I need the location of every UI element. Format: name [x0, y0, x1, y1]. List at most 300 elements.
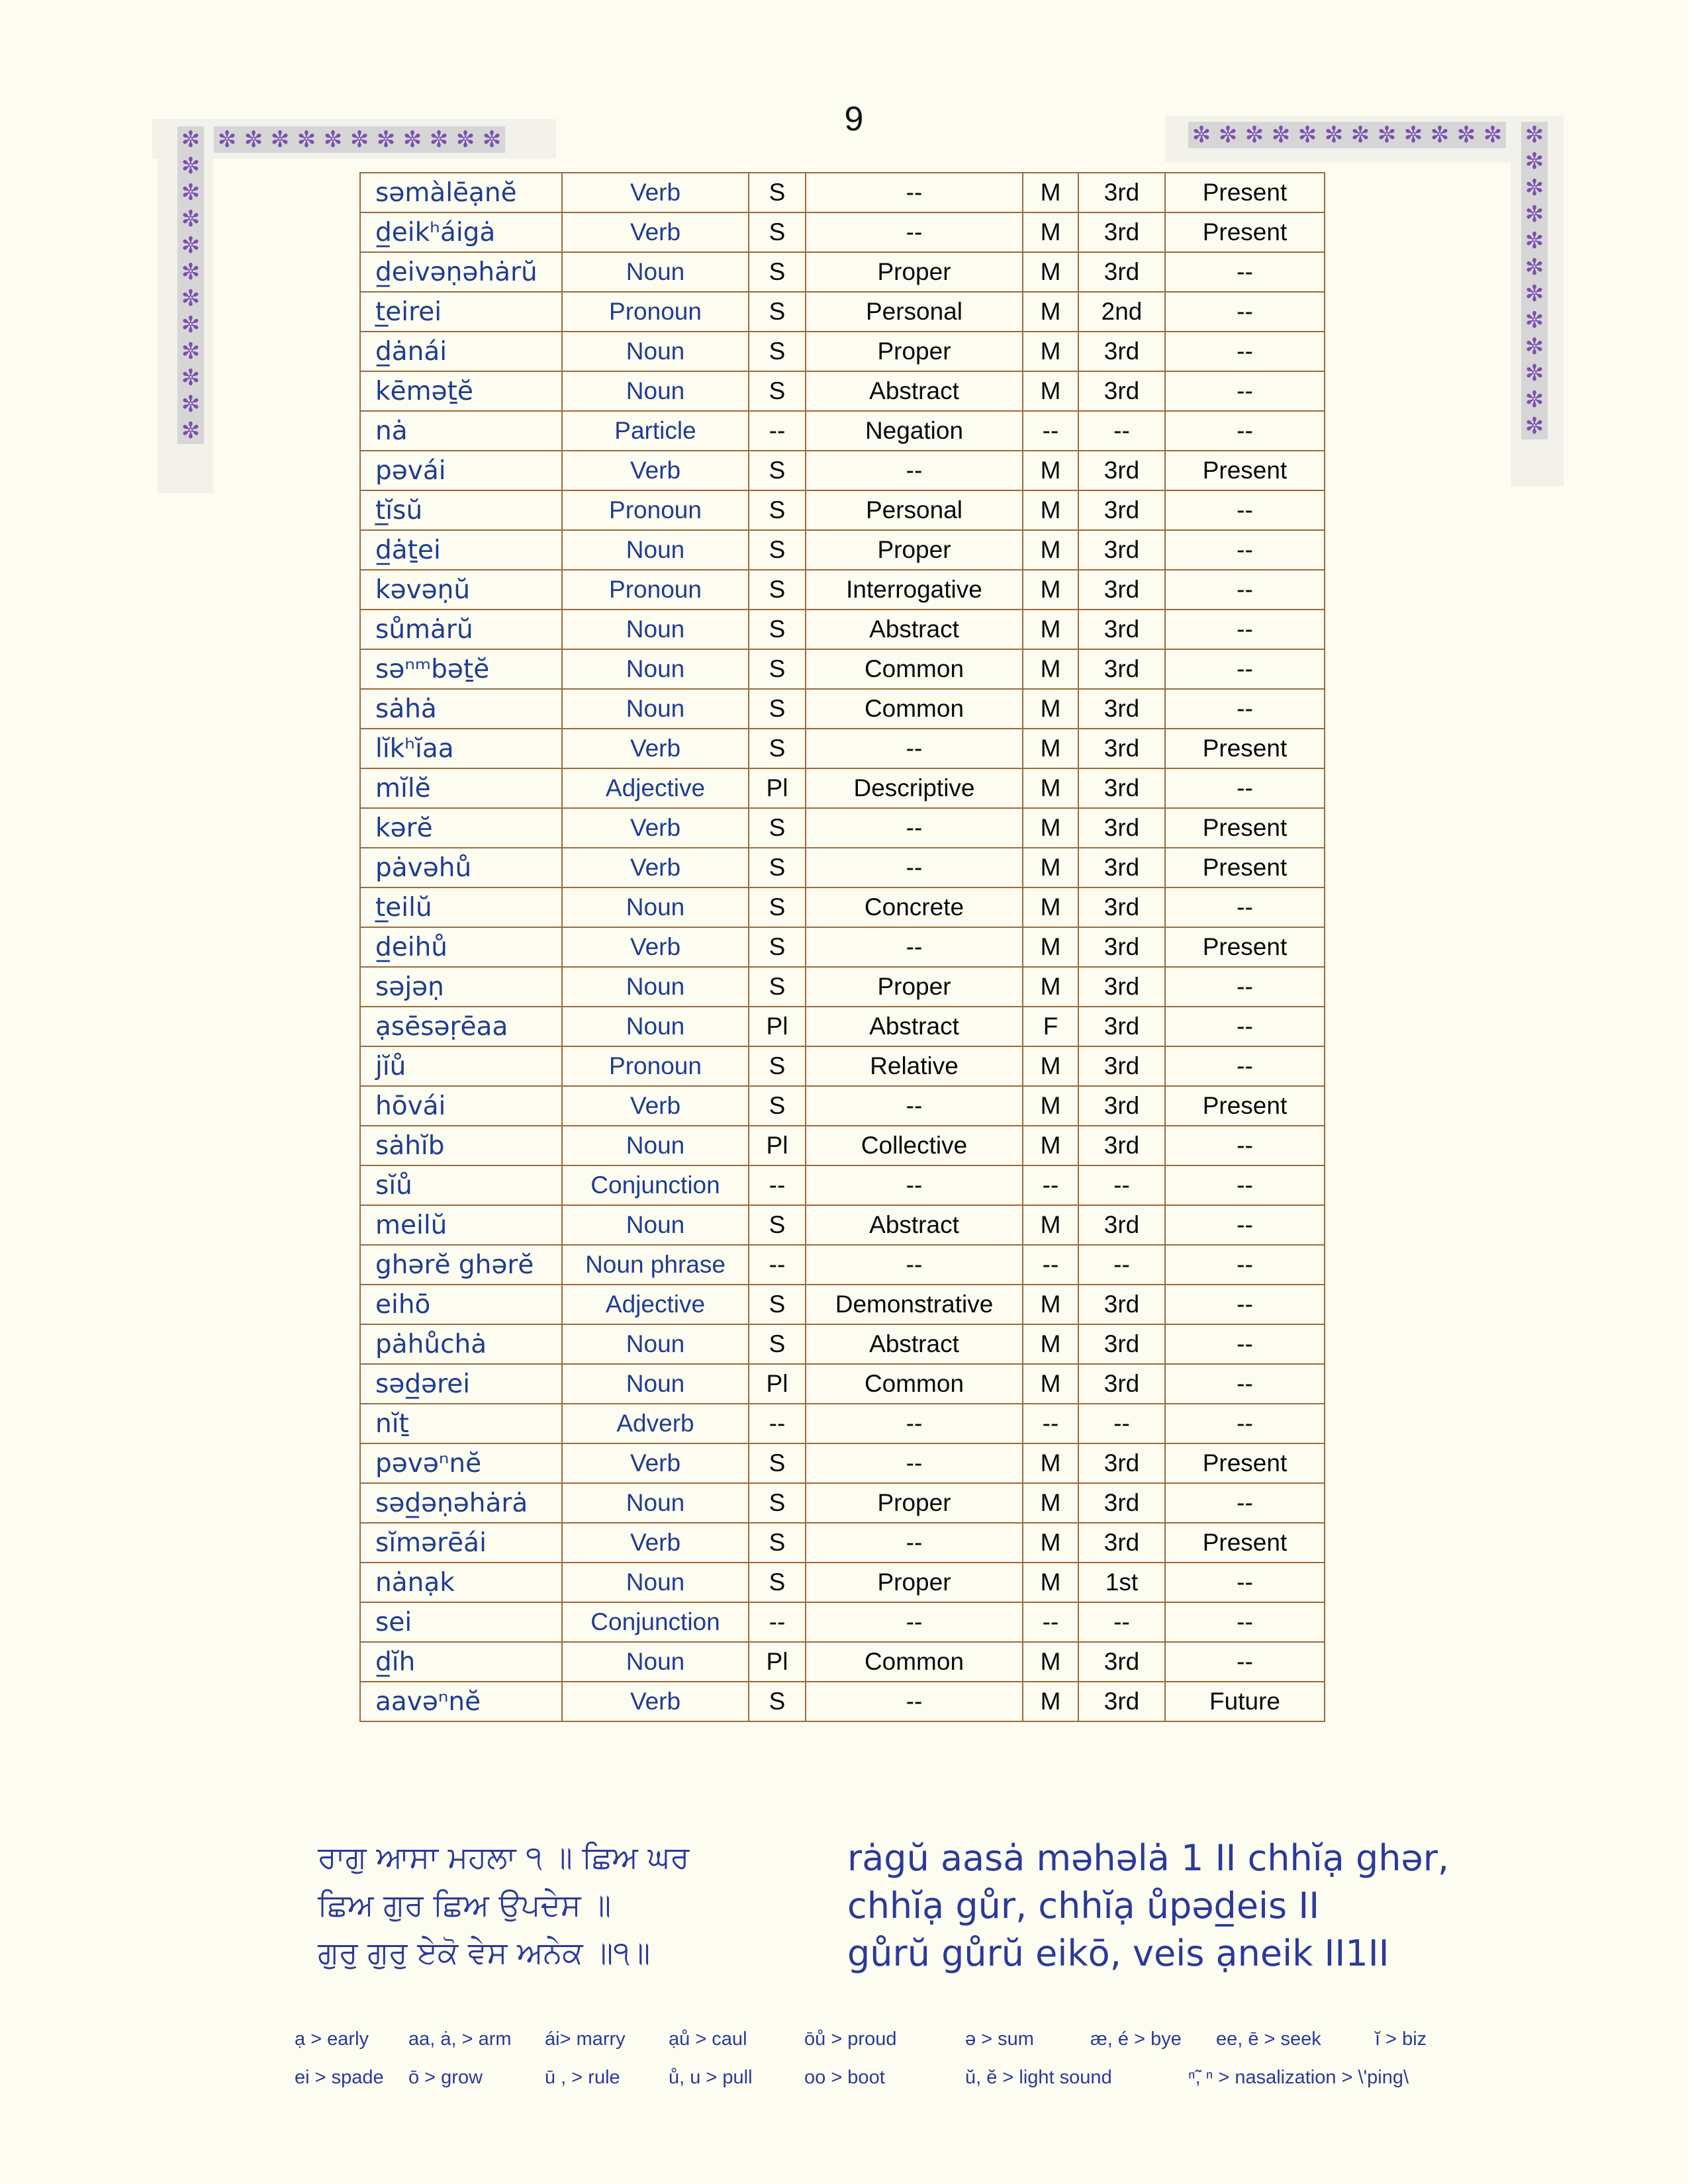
table-row [360, 212, 1325, 252]
table-row [360, 1364, 1325, 1404]
flower-ornament-icon: ✼ [482, 126, 502, 153]
word-cell: t̲eirei [360, 292, 562, 332]
gender-cell: M [1023, 212, 1078, 252]
word-cell: d̲ȧnái [360, 332, 562, 371]
part-of-speech-cell: Noun phrase [562, 1245, 749, 1285]
gurmukhi-line: ਗੁਰੁ ਗੁਰੁ ਏਕੋ ਵੇਸ ਅਨੇਕ ॥੧॥ [318, 1934, 651, 1970]
transliteration-line: chhĭạ gůr, chhĭạ ůpəd̲eis II [847, 1885, 1320, 1927]
flower-ornament-icon: ✼ [181, 285, 201, 312]
gender-cell: M [1023, 332, 1078, 371]
part-of-speech-cell: Verb [562, 1443, 749, 1483]
table-row [360, 371, 1325, 411]
table-row [360, 649, 1325, 689]
table-row [360, 967, 1325, 1007]
table-row [360, 1523, 1325, 1563]
tense-cell: Present [1165, 173, 1325, 212]
number-cell: S [749, 1285, 806, 1324]
key-item: ŭ, ĕ > light sound [965, 2067, 1112, 2088]
word-cell: eihō [360, 1285, 562, 1324]
word-cell: səd̲ərei [360, 1364, 562, 1404]
type-cell: Abstract [806, 1205, 1023, 1245]
gender-cell: -- [1023, 411, 1078, 451]
flower-ornament-icon: ✼ [1430, 122, 1450, 148]
key-item: ō > grow [408, 2067, 483, 2088]
type-cell: -- [806, 808, 1023, 848]
gender-cell: M [1023, 1682, 1078, 1721]
word-cell: d̲ȧṯei [360, 530, 562, 570]
word-cell: pəvəⁿnĕ [360, 1443, 562, 1483]
tense-cell: Present [1165, 1086, 1325, 1126]
key-item: ū , > rule [545, 2067, 620, 2088]
flower-ornament-icon: ✼ [181, 391, 201, 418]
person-cell: 3rd [1078, 1523, 1165, 1563]
number-cell: S [749, 1483, 806, 1523]
person-cell: 3rd [1078, 887, 1165, 927]
part-of-speech-cell: Noun [562, 332, 749, 371]
gender-cell: M [1023, 1642, 1078, 1682]
person-cell: 3rd [1078, 1086, 1165, 1126]
flower-ornament-icon: ✼ [350, 126, 369, 153]
table-row [360, 1205, 1325, 1245]
person-cell: 3rd [1078, 1443, 1165, 1483]
key-item: aa, ȧ, > arm [408, 2028, 512, 2050]
number-cell: S [749, 649, 806, 689]
tense-cell: -- [1165, 332, 1325, 371]
type-cell: -- [806, 927, 1023, 967]
tense-cell: Present [1165, 1443, 1325, 1483]
table-row [360, 1404, 1325, 1443]
gender-cell: M [1023, 570, 1078, 610]
gender-cell: M [1023, 1086, 1078, 1126]
person-cell: 3rd [1078, 490, 1165, 530]
type-cell: Concrete [806, 887, 1023, 927]
gender-cell: M [1023, 1483, 1078, 1523]
table-row [360, 689, 1325, 729]
tense-cell: -- [1165, 1642, 1325, 1682]
word-cell: t̲eilŭ [360, 887, 562, 927]
flower-ornament-icon: ✼ [1524, 307, 1544, 334]
person-cell: 3rd [1078, 1007, 1165, 1046]
word-cell: lĭkʰĭaa [360, 729, 562, 768]
part-of-speech-cell: Noun [562, 530, 749, 570]
flower-ornament-icon: ✼ [376, 126, 396, 153]
tense-cell: -- [1165, 610, 1325, 649]
part-of-speech-cell: Particle [562, 411, 749, 451]
type-cell: -- [806, 212, 1023, 252]
person-cell: 3rd [1078, 1324, 1165, 1364]
person-cell: 3rd [1078, 768, 1165, 808]
number-cell: S [749, 887, 806, 927]
number-cell: S [749, 1682, 806, 1721]
tense-cell: -- [1165, 887, 1325, 927]
pronunciation-key-row [295, 2028, 1486, 2067]
ornament-strip-right [1521, 122, 1548, 439]
key-item: ĭ > biz [1375, 2028, 1427, 2050]
person-cell: -- [1078, 1404, 1165, 1443]
part-of-speech-cell: Pronoun [562, 1046, 749, 1086]
flower-ornament-icon: ✼ [270, 126, 290, 153]
person-cell: 3rd [1078, 610, 1165, 649]
type-cell: Common [806, 1642, 1023, 1682]
part-of-speech-cell: Verb [562, 808, 749, 848]
pronunciation-key-row [295, 2067, 1486, 2105]
number-cell: -- [749, 1165, 806, 1205]
gender-cell: -- [1023, 1602, 1078, 1642]
flower-ornament-icon: ✼ [1377, 122, 1397, 148]
flower-ornament-icon: ✼ [1324, 122, 1344, 148]
word-cell: pəvái [360, 451, 562, 490]
tense-cell: -- [1165, 1364, 1325, 1404]
number-cell: -- [749, 1404, 806, 1443]
word-cell: sůmȧrŭ [360, 610, 562, 649]
word-cell: pȧvəhů [360, 848, 562, 887]
number-cell: S [749, 490, 806, 530]
word-cell: ạsēsəṛēaa [360, 1007, 562, 1046]
number-cell: S [749, 610, 806, 649]
table-row [360, 1245, 1325, 1285]
flower-ornament-icon: ✼ [1218, 122, 1238, 148]
word-cell: səjəṇ [360, 967, 562, 1007]
key-item: ⁿ̃, ⁿ > nasalization > \'ping\ [1188, 2067, 1409, 2088]
part-of-speech-cell: Noun [562, 1324, 749, 1364]
type-cell: -- [806, 1086, 1023, 1126]
tense-cell: -- [1165, 292, 1325, 332]
pronunciation-key [295, 2028, 1486, 2105]
gender-cell: -- [1023, 1165, 1078, 1205]
part-of-speech-cell: Verb [562, 451, 749, 490]
key-item: ạ > early [295, 2028, 369, 2050]
word-cell: t̲ĭsŭ [360, 490, 562, 530]
flower-ornament-icon: ✼ [1192, 122, 1211, 148]
part-of-speech-cell: Pronoun [562, 490, 749, 530]
number-cell: S [749, 530, 806, 570]
person-cell: 3rd [1078, 332, 1165, 371]
word-cell: aavəⁿnĕ [360, 1682, 562, 1721]
part-of-speech-cell: Noun [562, 1364, 749, 1404]
gender-cell: M [1023, 649, 1078, 689]
gender-cell: M [1023, 1563, 1078, 1602]
number-cell: Pl [749, 1007, 806, 1046]
part-of-speech-cell: Noun [562, 887, 749, 927]
type-cell: Abstract [806, 1007, 1023, 1046]
number-cell: S [749, 1563, 806, 1602]
gurmukhi-verse [318, 1833, 728, 1976]
part-of-speech-cell: Verb [562, 1682, 749, 1721]
flower-ornament-icon: ✼ [181, 153, 201, 179]
tense-cell: -- [1165, 1324, 1325, 1364]
flower-ornament-icon: ✼ [181, 179, 201, 206]
type-cell: -- [806, 451, 1023, 490]
number-cell: S [749, 808, 806, 848]
part-of-speech-cell: Verb [562, 1086, 749, 1126]
grammar-table [359, 172, 1325, 1722]
key-item: ee, ē > seek [1216, 2028, 1321, 2050]
tense-cell: Present [1165, 1523, 1325, 1563]
transliteration-line: rȧgŭ aasȧ məhəlȧ 1 II chhĭạ ghər, [847, 1837, 1450, 1879]
number-cell: S [749, 212, 806, 252]
tense-cell: -- [1165, 570, 1325, 610]
grammar-table-body [360, 173, 1325, 1721]
type-cell: Interrogative [806, 570, 1023, 610]
part-of-speech-cell: Verb [562, 848, 749, 887]
person-cell: -- [1078, 1165, 1165, 1205]
number-cell: Pl [749, 1126, 806, 1165]
key-item: æ, é > bye [1090, 2028, 1182, 2050]
part-of-speech-cell: Noun [562, 1126, 749, 1165]
table-row [360, 848, 1325, 887]
number-cell: Pl [749, 768, 806, 808]
table-row [360, 490, 1325, 530]
word-cell: d̲eihů [360, 927, 562, 967]
word-cell: nȧ [360, 411, 562, 451]
gender-cell: -- [1023, 1404, 1078, 1443]
person-cell: 3rd [1078, 371, 1165, 411]
gender-cell: -- [1023, 1245, 1078, 1285]
flower-ornament-icon: ✼ [1456, 122, 1476, 148]
part-of-speech-cell: Verb [562, 173, 749, 212]
type-cell: Personal [806, 292, 1023, 332]
flower-ornament-icon: ✼ [1524, 281, 1544, 307]
table-row [360, 1602, 1325, 1642]
part-of-speech-cell: Noun [562, 1642, 749, 1682]
tense-cell: -- [1165, 1126, 1325, 1165]
word-cell: meilŭ [360, 1205, 562, 1245]
table-row [360, 530, 1325, 570]
flower-ornament-icon: ✼ [429, 126, 449, 153]
table-row [360, 887, 1325, 927]
gender-cell: M [1023, 848, 1078, 887]
type-cell: Negation [806, 411, 1023, 451]
word-cell: sȧhȧ [360, 689, 562, 729]
number-cell: S [749, 1086, 806, 1126]
tense-cell: -- [1165, 1602, 1325, 1642]
person-cell: 3rd [1078, 570, 1165, 610]
gender-cell: M [1023, 530, 1078, 570]
number-cell: S [749, 1046, 806, 1086]
table-row [360, 1046, 1325, 1086]
key-item: ů, u > pull [669, 2067, 753, 2088]
part-of-speech-cell: Noun [562, 252, 749, 292]
table-row [360, 173, 1325, 212]
person-cell: 3rd [1078, 212, 1165, 252]
flower-ornament-icon: ✼ [181, 232, 201, 259]
gender-cell: M [1023, 1285, 1078, 1324]
tense-cell: -- [1165, 1007, 1325, 1046]
tense-cell: -- [1165, 1165, 1325, 1205]
gender-cell: M [1023, 292, 1078, 332]
person-cell: 3rd [1078, 1682, 1165, 1721]
gender-cell: M [1023, 689, 1078, 729]
person-cell: 3rd [1078, 848, 1165, 887]
number-cell: -- [749, 1245, 806, 1285]
word-cell: hōvái [360, 1086, 562, 1126]
page-number: 9 [844, 100, 864, 138]
flower-ornament-icon: ✼ [1524, 201, 1544, 228]
type-cell: -- [806, 848, 1023, 887]
type-cell: Common [806, 689, 1023, 729]
gender-cell: M [1023, 1523, 1078, 1563]
person-cell: 3rd [1078, 252, 1165, 292]
table-row [360, 451, 1325, 490]
word-cell: sĭů [360, 1165, 562, 1205]
tense-cell: Present [1165, 212, 1325, 252]
word-cell: jĭů [360, 1046, 562, 1086]
type-cell: Abstract [806, 1324, 1023, 1364]
part-of-speech-cell: Adjective [562, 768, 749, 808]
number-cell: -- [749, 411, 806, 451]
type-cell: Proper [806, 530, 1023, 570]
person-cell: 3rd [1078, 1285, 1165, 1324]
number-cell: S [749, 848, 806, 887]
tense-cell: -- [1165, 967, 1325, 1007]
number-cell: S [749, 1324, 806, 1364]
tense-cell: Present [1165, 848, 1325, 887]
person-cell: 3rd [1078, 649, 1165, 689]
table-row [360, 610, 1325, 649]
number-cell: S [749, 689, 806, 729]
type-cell: -- [806, 1443, 1023, 1483]
type-cell: Proper [806, 332, 1023, 371]
gender-cell: M [1023, 1443, 1078, 1483]
type-cell: -- [806, 1523, 1023, 1563]
person-cell: 2nd [1078, 292, 1165, 332]
tense-cell: -- [1165, 252, 1325, 292]
word-cell: sĭmərēái [360, 1523, 562, 1563]
table-row [360, 768, 1325, 808]
key-item: ōů > proud [804, 2028, 897, 2050]
type-cell: Abstract [806, 371, 1023, 411]
type-cell: -- [806, 729, 1023, 768]
person-cell: 3rd [1078, 967, 1165, 1007]
table-row [360, 729, 1325, 768]
table-row [360, 1285, 1325, 1324]
person-cell: 3rd [1078, 1642, 1165, 1682]
person-cell: 3rd [1078, 1126, 1165, 1165]
part-of-speech-cell: Verb [562, 212, 749, 252]
table-row [360, 1443, 1325, 1483]
flower-ornament-icon: ✼ [181, 312, 201, 338]
flower-ornament-icon: ✼ [1524, 334, 1544, 360]
flower-ornament-icon: ✼ [323, 126, 343, 153]
gender-cell: M [1023, 490, 1078, 530]
type-cell: Proper [806, 1563, 1023, 1602]
flower-ornament-icon: ✼ [1244, 122, 1264, 148]
tense-cell: -- [1165, 1046, 1325, 1086]
person-cell: 3rd [1078, 173, 1165, 212]
word-cell: kəvəṇŭ [360, 570, 562, 610]
type-cell: Common [806, 1364, 1023, 1404]
flower-ornament-icon: ✼ [1483, 122, 1503, 148]
word-cell: nȧnạk [360, 1563, 562, 1602]
ornament-strip-left [177, 126, 204, 444]
table-row [360, 1324, 1325, 1364]
part-of-speech-cell: Noun [562, 649, 749, 689]
word-cell: mĭlĕ [360, 768, 562, 808]
table-row [360, 1165, 1325, 1205]
tense-cell: Future [1165, 1682, 1325, 1721]
table-row [360, 1086, 1325, 1126]
part-of-speech-cell: Verb [562, 1523, 749, 1563]
part-of-speech-cell: Adverb [562, 1404, 749, 1443]
person-cell: -- [1078, 1602, 1165, 1642]
type-cell: Demonstrative [806, 1285, 1023, 1324]
flower-ornament-icon: ✼ [1350, 122, 1370, 148]
gender-cell: M [1023, 173, 1078, 212]
gender-cell: M [1023, 1364, 1078, 1404]
tense-cell: -- [1165, 1483, 1325, 1523]
type-cell: Common [806, 649, 1023, 689]
table-row [360, 1007, 1325, 1046]
transliteration-verse [847, 1835, 1509, 1978]
table-row [360, 252, 1325, 292]
flower-ornament-icon: ✼ [181, 126, 201, 153]
table-row [360, 927, 1325, 967]
part-of-speech-cell: Noun [562, 1007, 749, 1046]
number-cell: Pl [749, 1642, 806, 1682]
ornament-strip-top-left [214, 126, 505, 153]
part-of-speech-cell: Conjunction [562, 1602, 749, 1642]
flower-ornament-icon: ✼ [181, 365, 201, 391]
word-cell: kərĕ [360, 808, 562, 848]
key-item: oo > boot [804, 2067, 885, 2088]
word-cell: ghərĕ ghərĕ [360, 1245, 562, 1285]
number-cell: S [749, 927, 806, 967]
tense-cell: -- [1165, 490, 1325, 530]
gender-cell: M [1023, 729, 1078, 768]
number-cell: -- [749, 1602, 806, 1642]
number-cell: S [749, 967, 806, 1007]
number-cell: S [749, 1205, 806, 1245]
gurmukhi-line: ਰਾਗੁ ਆਸਾ ਮਹਲਾ ੧ ॥ ਛਿਅ ਘਰ [318, 1839, 690, 1875]
number-cell: S [749, 332, 806, 371]
flower-ornament-icon: ✼ [244, 126, 263, 153]
tense-cell: -- [1165, 689, 1325, 729]
part-of-speech-cell: Verb [562, 729, 749, 768]
gender-cell: M [1023, 371, 1078, 411]
part-of-speech-cell: Pronoun [562, 292, 749, 332]
type-cell: Personal [806, 490, 1023, 530]
tense-cell: -- [1165, 1205, 1325, 1245]
number-cell: Pl [749, 1364, 806, 1404]
type-cell: -- [806, 1165, 1023, 1205]
person-cell: 3rd [1078, 1483, 1165, 1523]
tense-cell: -- [1165, 411, 1325, 451]
flower-ornament-icon: ✼ [181, 259, 201, 285]
word-cell: d̲eikʰáigȧ [360, 212, 562, 252]
type-cell: -- [806, 1602, 1023, 1642]
number-cell: S [749, 1523, 806, 1563]
person-cell: 3rd [1078, 530, 1165, 570]
key-item: ei > spade [295, 2067, 384, 2088]
type-cell: Proper [806, 967, 1023, 1007]
type-cell: -- [806, 1245, 1023, 1285]
flower-ornament-icon: ✼ [1524, 148, 1544, 175]
gender-cell: M [1023, 1205, 1078, 1245]
person-cell: -- [1078, 411, 1165, 451]
person-cell: 3rd [1078, 1046, 1165, 1086]
number-cell: S [749, 292, 806, 332]
gender-cell: M [1023, 610, 1078, 649]
tense-cell: Present [1165, 451, 1325, 490]
gender-cell: M [1023, 808, 1078, 848]
tense-cell: -- [1165, 530, 1325, 570]
part-of-speech-cell: Noun [562, 967, 749, 1007]
part-of-speech-cell: Noun [562, 610, 749, 649]
word-cell: kēməṯĕ [360, 371, 562, 411]
person-cell: 3rd [1078, 689, 1165, 729]
gender-cell: M [1023, 967, 1078, 1007]
flower-ornament-icon: ✼ [1297, 122, 1317, 148]
